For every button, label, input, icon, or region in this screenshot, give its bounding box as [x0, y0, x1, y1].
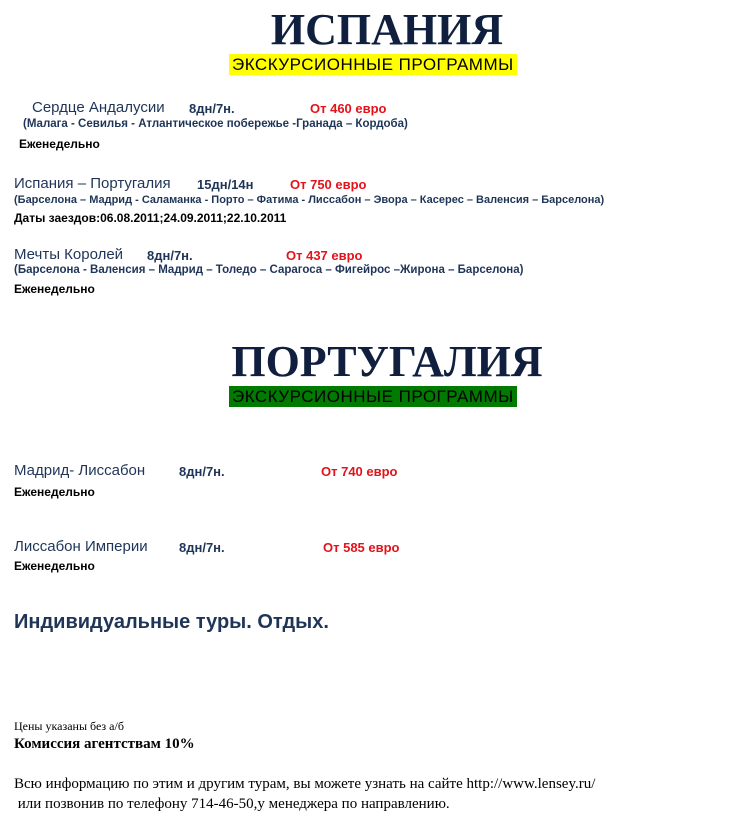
tour-name: Сердце Андалусии	[32, 99, 165, 116]
tour-name: Мечты Королей	[14, 246, 124, 263]
tour-price: От 750 евро	[290, 177, 367, 192]
tour-name: Испания – Португалия	[14, 175, 171, 192]
spain-title: ИСПАНИЯ	[270, 5, 504, 54]
tour-name: Мадрид- Лиссабон	[14, 462, 146, 479]
tour-price: От 740 евро	[321, 464, 398, 479]
tour-schedule: Еженедельно	[19, 137, 100, 151]
tour-route: (Малага - Севилья - Атлантическое побережье -Гранада – Кордоба)	[23, 118, 408, 130]
info-line-1: Всю информацию по этим и другим турам, вы можете узнать на сайте http://www.lensey.ru/	[14, 776, 596, 792]
tour-price: От 585 евро	[323, 540, 400, 555]
tour-route: (Барселона – Мадрид - Саламанка - Порто – Фатима - Лиссабон – Эвора – Касерес – Валенсия – Барселона)	[14, 194, 605, 206]
tour-route: (Барселона - Валенсия – Мадрид – Толедо – Сарагоса – Фигейрос –Жирона – Барселона)	[14, 264, 524, 276]
tour-price: От 437 евро	[286, 248, 363, 263]
tour-duration: 8дн/7н.	[147, 248, 193, 263]
commission: Комиссия агентствам 10%	[14, 736, 195, 752]
spain-banner: ЭКСКУРСИОННЫЕ ПРОГРАММЫ	[229, 54, 517, 75]
tour-duration: 8дн/7н.	[179, 540, 225, 555]
tour-duration: 15дн/14н	[197, 177, 254, 192]
tour-schedule: Еженедельно	[14, 282, 95, 296]
tour-schedule: Еженедельно	[14, 485, 95, 499]
individual-tours-heading: Индивидуальные туры. Отдых.	[14, 611, 329, 633]
tour-schedule: Даты заездов:06.08.2011;24.09.2011;22.10.2011	[14, 211, 287, 225]
info-line-2: или позвонив по телефону 714-46-50,у менеджера по направлению.	[14, 796, 450, 812]
tour-duration: 8дн/7н.	[189, 101, 235, 116]
tour-price: От 460 евро	[310, 101, 387, 116]
portugal-title: ПОРТУГАЛИЯ	[231, 337, 543, 386]
portugal-banner: ЭКСКУРСИОННЫЕ ПРОГРАММЫ	[229, 386, 517, 407]
tour-name: Лиссабон Империи	[14, 538, 148, 555]
tour-duration: 8дн/7н.	[179, 464, 225, 479]
tour-schedule: Еженедельно	[14, 559, 95, 573]
price-note: Цены указаны без а/б	[14, 719, 124, 733]
